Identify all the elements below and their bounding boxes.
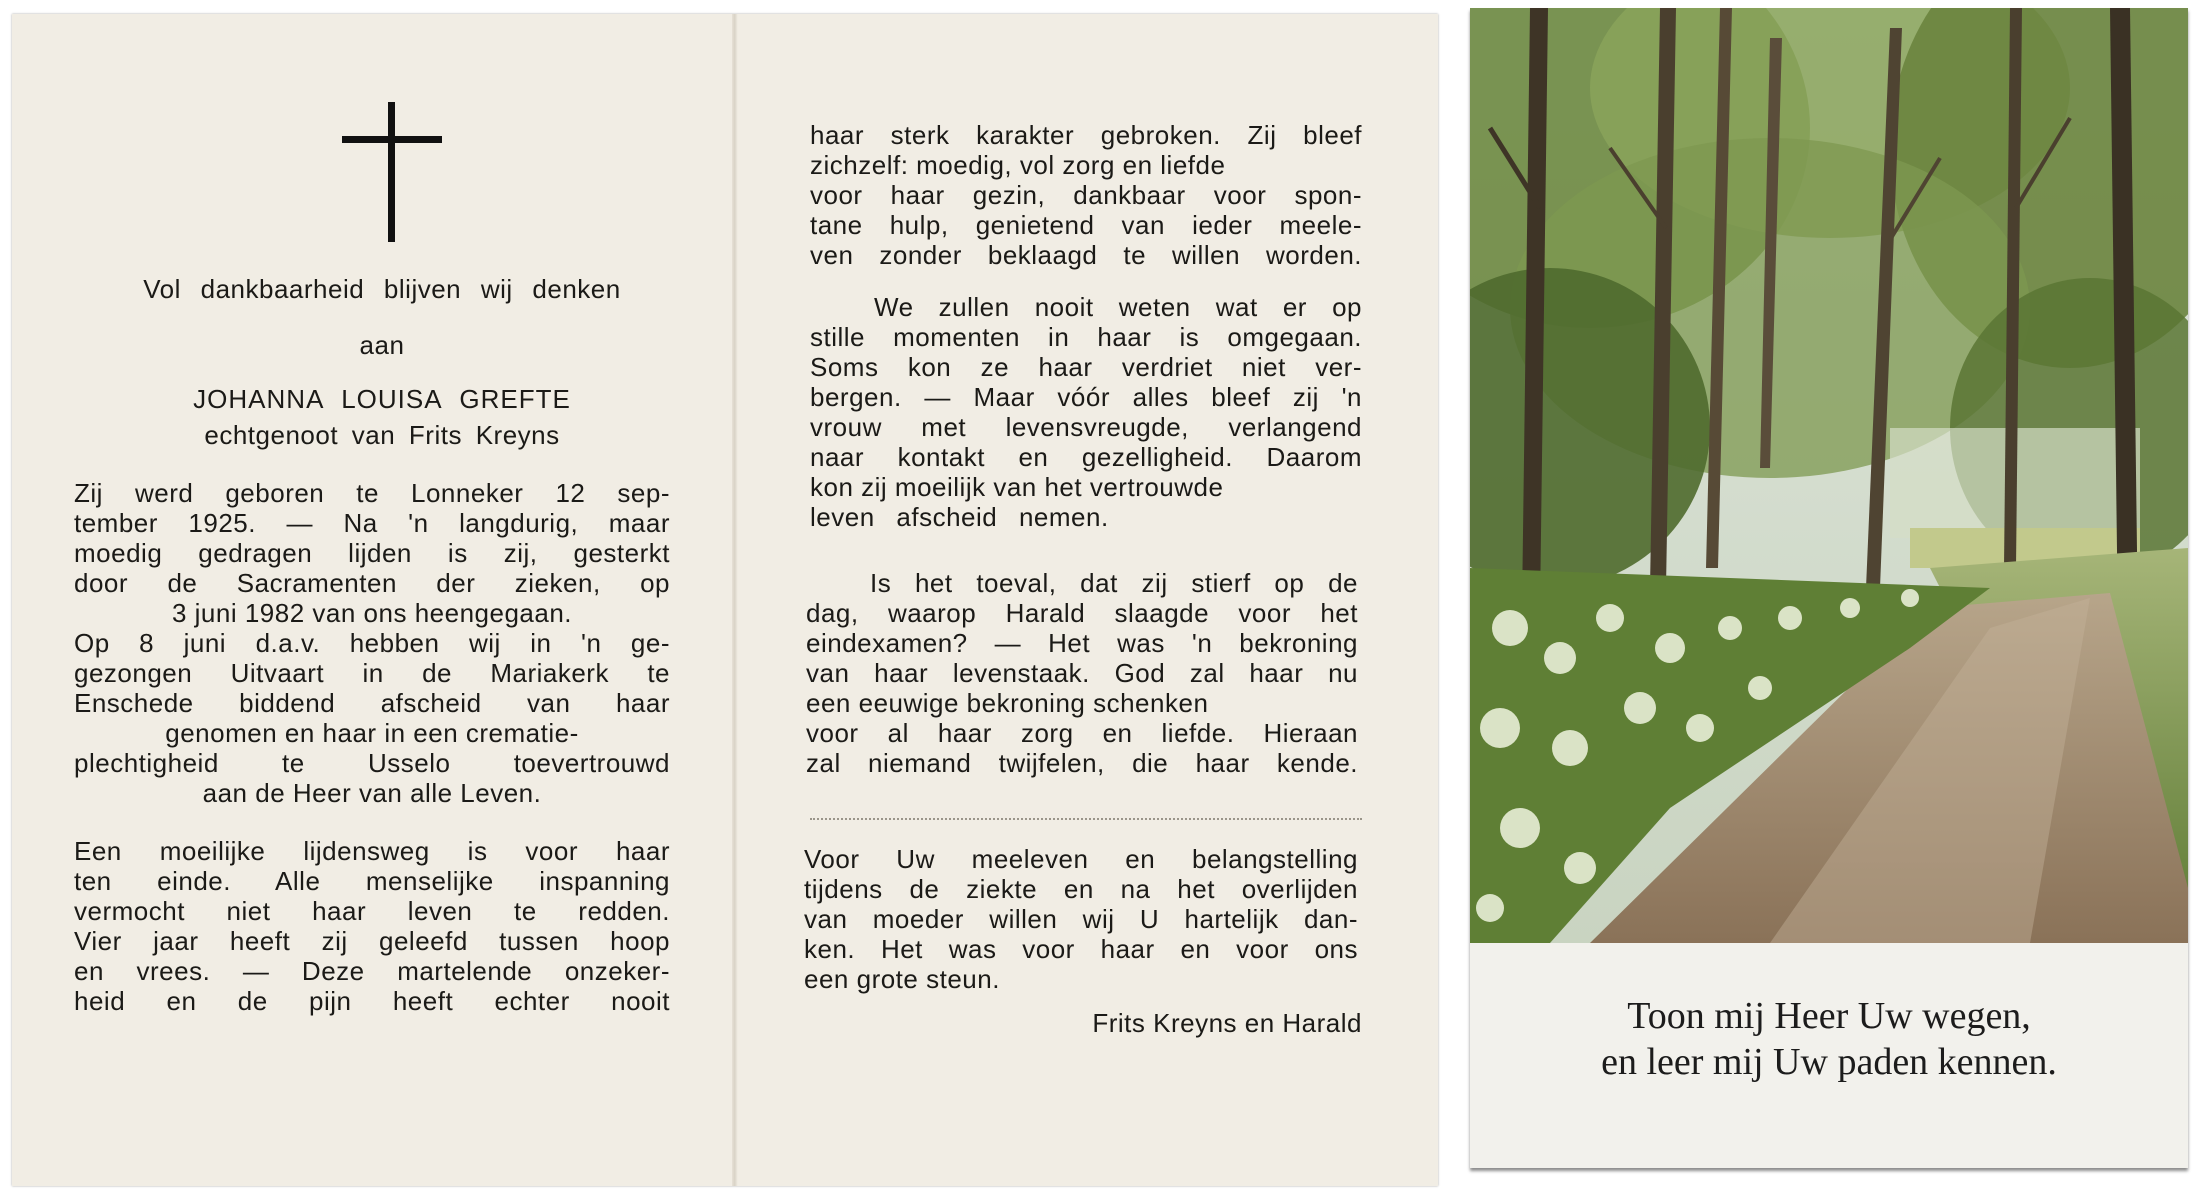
text-line: moedig gedragen lijden is zij, gesterkt — [74, 538, 670, 568]
text-line: dag, waarop Harald slaagde voor het — [806, 598, 1358, 628]
text-line: Zij werd geboren te Lonneker 12 sep- — [74, 478, 670, 508]
text-line: zichzelf: moedig, vol zorg en liefde — [810, 150, 1226, 180]
text-line: leven afscheid nemen. — [810, 502, 1109, 532]
spouse-text: echtgenoot van Frits Kreyns — [204, 420, 560, 450]
text-line: kon zij moeilijk van het vertrouwde — [810, 472, 1224, 502]
text-line: zal niemand twijfelen, die haar kende. — [806, 748, 1358, 778]
text-line: van moeder willen wij U hartelijk dan- — [804, 904, 1358, 934]
text-line: gezongen Uitvaart in de Mariakerk te — [74, 658, 670, 688]
text-line: We zullen nooit weten wat er op — [874, 292, 1362, 322]
text-line: van haar levenstaak. God zal haar nu — [806, 658, 1358, 688]
text-line: stille momenten in haar is omgegaan. — [810, 322, 1362, 352]
deceased-name: JOHANNA LOUISA GREFTE — [193, 384, 571, 414]
text-line: Op 8 juni d.a.v. hebben wij in 'n ge- — [74, 628, 670, 658]
text-line: Is het toeval, dat zij stierf op de — [870, 568, 1358, 598]
text-line: vrouw met levensvreugde, verlangend — [810, 412, 1362, 442]
text-line: Enschede biddend afscheid van haar — [74, 688, 670, 718]
aan-text: aan — [359, 330, 405, 360]
suffering-paragraph — [74, 836, 670, 1016]
photo-card — [1470, 8, 2188, 1168]
text-line: genomen en haar in een crematie- — [165, 718, 579, 748]
text-line: haar sterk karakter gebroken. Zij bleef — [810, 120, 1362, 150]
text-line: voor haar gezin, dankbaar voor spon- — [810, 180, 1362, 210]
text-line: Soms kon ze haar verdriet niet ver- — [810, 352, 1362, 382]
text-line: vermocht niet haar leven te redden. — [74, 896, 670, 926]
text-line: door de Sacramenten der zieken, op — [74, 568, 670, 598]
caption-line: en leer mij Uw paden kennen. — [1601, 1041, 2057, 1083]
biography-paragraph — [74, 478, 670, 808]
text-line: tane hulp, genietend van ieder meele- — [810, 210, 1362, 240]
divider — [810, 818, 1362, 820]
signature: Frits Kreyns en Harald — [1092, 1008, 1362, 1038]
left-panel — [12, 14, 732, 1186]
caption-line: Toon mij Heer Uw wegen, — [1627, 995, 2031, 1037]
character-paragraph — [810, 120, 1362, 270]
text-line: tember 1925. — Na 'n langdurig, maar — [74, 508, 670, 538]
text-line: 3 juni 1982 van ons heengegaan. — [171, 598, 573, 628]
text-line: heid en de pijn heeft echter nooit — [74, 986, 670, 1016]
text-line: ken. Het was voor haar en voor ons — [804, 934, 1358, 964]
text-line: eindexamen? — Het was 'n bekroning — [806, 628, 1358, 658]
text-line: een eeuwige bekroning schenken — [806, 688, 1209, 718]
text-line: een grote steun. — [804, 964, 1000, 994]
text-line: aan de Heer van alle Leven. — [202, 778, 542, 808]
landscape-photo — [1470, 8, 2188, 943]
text-line: bergen. — Maar vóór alles bleef zij 'n — [810, 382, 1362, 412]
text-line: ven zonder beklaagd te willen worden. — [810, 240, 1362, 270]
text-line: Voor Uw meeleven en belangstelling — [804, 844, 1358, 874]
thanks-paragraph — [804, 844, 1358, 994]
text-line: ten einde. Alle menselijke inspanning — [74, 866, 670, 896]
cross-icon — [342, 102, 442, 242]
memorial-card — [12, 14, 1438, 1186]
text-line: Een moeilijke lijdensweg is voor haar — [74, 836, 670, 866]
coincidence-paragraph — [806, 568, 1358, 778]
text-line: voor al haar zorg en liefde. Hieraan — [806, 718, 1358, 748]
moments-paragraph — [810, 292, 1362, 532]
text-line: en vrees. — Deze martelende onzeker- — [74, 956, 670, 986]
text-line: tijdens de ziekte en na het overlijden — [804, 874, 1358, 904]
text-line: naar kontakt en gezelligheid. Daarom — [810, 442, 1362, 472]
intro-text: Vol dankbaarheid blijven wij denken — [143, 274, 621, 304]
bible-verse-caption — [1470, 993, 2188, 1085]
text-line: Vier jaar heeft zij geleefd tussen hoop — [74, 926, 670, 956]
text-line: plechtigheid te Usselo toevertrouwd — [74, 748, 670, 778]
